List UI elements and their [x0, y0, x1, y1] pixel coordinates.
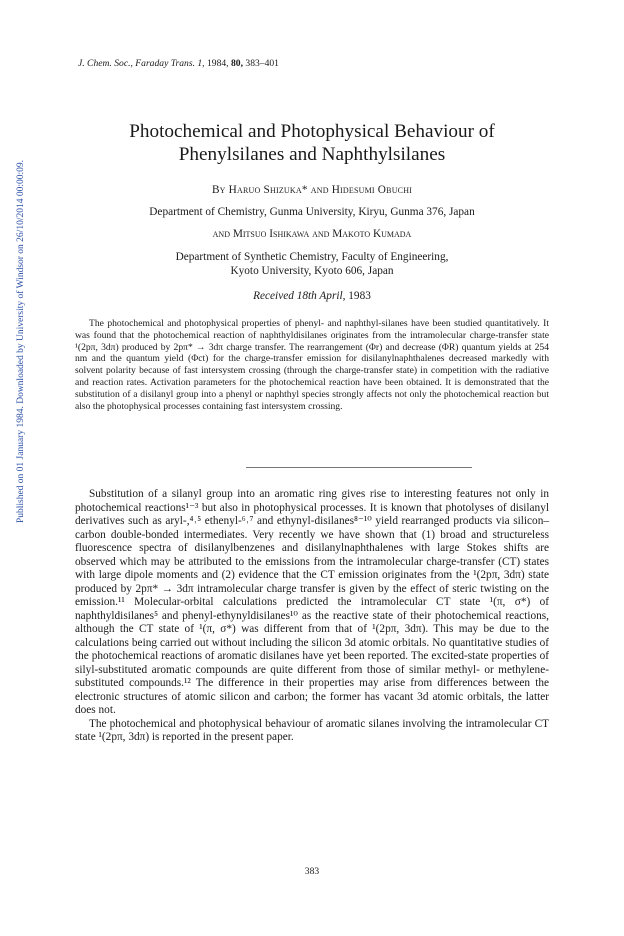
affiliation-2-line-2: Kyoto University, Kyoto 606, Japan [230, 265, 394, 277]
main-text [75, 488, 549, 745]
affiliation-2-line-1: Department of Synthetic Chemistry, Faculty of Engineering, [175, 251, 449, 263]
download-watermark-text[interactable]: Published on 01 January 1984. Downloaded by University of Windsor on 26/10/2014 00:00:09. [16, 160, 26, 524]
received-year: 1983 [345, 290, 371, 302]
paragraph-1: Substitution of a silanyl group into an aromatic ring gives rise to interesting features not only in photochemical reactions¹⁻³ but also in photophysical processes. It is known that photolyses of disilanyl derivatives such as aryl-,⁴˒⁵ ethenyl-⁶˒⁷ and ethynyl-disilanes⁸⁻¹⁰ yield rearranged products via silicon–carbon double-bonded intermediates. Very recently we have shown that (1) broad and structureless fluorescence spectra of disilanylbenzenes and disilanylnaphthalenes with large Stokes shifts are observed which may be attributed to the emissions from the intramolecular charge-transfer (CT) states with large dipole moments and (2) evidence that the CT emission originates from the ¹(2pπ, 3dπ) state produced by 2pπ* → 3dπ intramolecular charge transfer is given by the effect of steric twisting on the emission.¹¹ Molecular-orbital calculations predicted the intramolecular CT state ¹(π, σ*) of naphthyldisilanes⁵ and phenyl-ethynyldisilanes¹⁰ as the reactive state of their photochemical reactions, although the CT state of ¹(π, σ*) was different from that of ¹(2pπ, 3dπ). This may be due to the calculations being carried out without including the silicon 3d atomic orbitals. No quantitative studies of the photochemical reactions of aromatic disilanes have yet been reported. The excited-state properties of silyl-substituted aromatic compounds are quite different from those of similar methyl- or methylene-substituted compounds.¹² The difference in their properties may arise from differences between the electronic structures of atomic silicon and carbon; the former has vacant 3d atomic orbitals, the latter does not. [75, 488, 549, 716]
article-title [60, 120, 564, 166]
paragraph-2: The photochemical and photophysical behaviour of aromatic silanes involving the intramolecular CT state ¹(2pπ, 3dπ) is reported in the present paper. [75, 717, 549, 743]
journal-name: J. Chem. Soc., Faraday Trans. 1, [78, 58, 205, 69]
abstract: The photochemical and photophysical properties of phenyl- and naphthyl-silanes have been studied quantitatively. It was found that the photochemical reaction of naphthyldisilanes originates from the intramolecular charge-transfer state ¹(2pπ, 3dπ) produced by 2pπ* → 3dπ charge transfer. The rearrangement (Φr) and decrease (ΦR) quantum yields at 254 nm and the quantum yield (Φct) for the charge-transfer emission for disilanylnaphthalenes decreased markedly with solvent polarity because of fast intersystem crossing (through the charge-transfer state) in competition with the radiative and reaction rates. Activation parameters for the photochemical reaction have been obtained. It is demonstrated that the substitution of a disilanyl group into a phenyl or naphthyl species strongly affects not only the photochemical reaction but also the photophysical processes containing fast intersystem crossing. [75, 318, 549, 412]
author-line-2: and Mitsuo Ishikawa and Makoto Kumada [212, 228, 412, 240]
title-line-1: Photochemical and Photophysical Behaviour of [129, 121, 495, 142]
download-watermark [6, 160, 26, 800]
page-number: 383 [304, 866, 320, 877]
affiliation-2 [60, 250, 564, 278]
journal-year: 1984, [206, 58, 229, 69]
title-line-2: Phenylsilanes and Naphthylsilanes [178, 144, 446, 165]
journal-citation [78, 58, 279, 69]
journal-volume: 80, [230, 58, 243, 69]
journal-pages: 383–401 [245, 58, 279, 69]
section-divider [246, 467, 472, 468]
received-month: April, [316, 290, 346, 302]
received-label: Received 18th [253, 290, 317, 302]
affiliation-1: Department of Chemistry, Gunma University, Kiryu, Gunma 376, Japan [149, 206, 475, 218]
author-line-1: By Haruo Shizuka* and Hidesumi Obuchi [211, 184, 413, 196]
received-date [60, 290, 564, 302]
